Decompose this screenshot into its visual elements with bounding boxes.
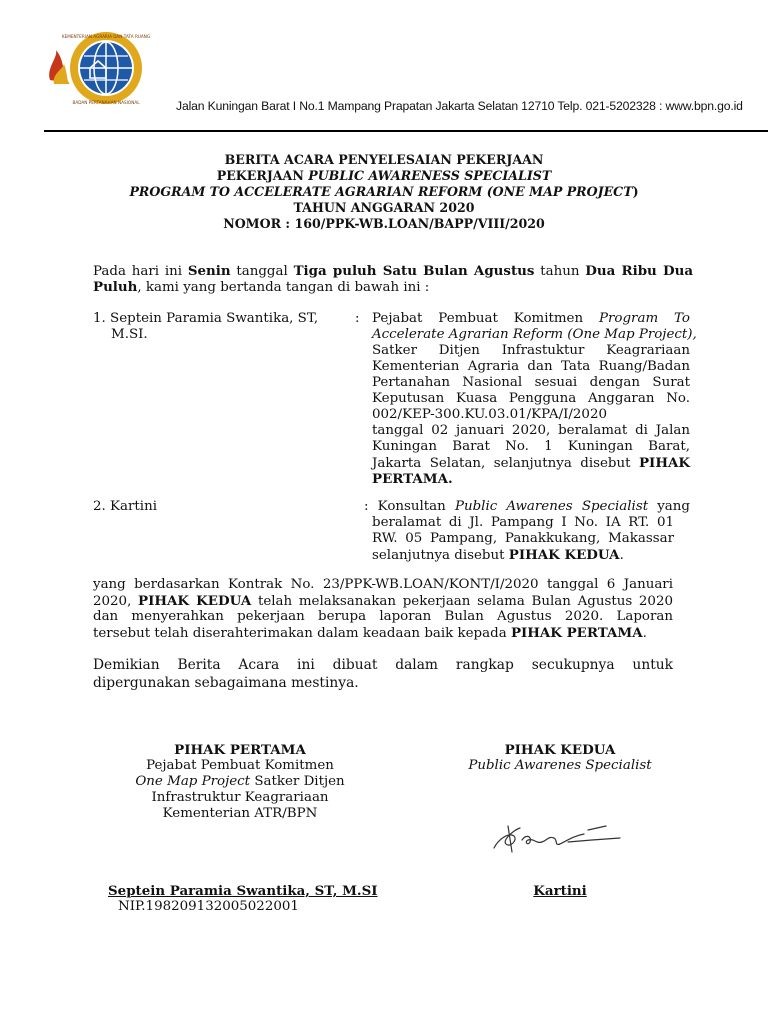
title-line-1: BERITA ACARA PENYELESAIAN PEKERJAAN [224, 152, 544, 167]
party1-desc-6: Keputusan Kuasa Pengguna Anggaran No. [372, 391, 690, 406]
body-line-2: 2020, PIHAK KEDUA telah melaksanakan pekerjaan selama Bulan Agustus 2020 [93, 593, 673, 609]
bpn-logo-icon [44, 28, 154, 108]
party1-desc-8: tanggal 02 januari 2020, beralamat di Jalan [372, 423, 690, 438]
party2-name: 2. Kartini [93, 499, 157, 514]
intro-line-2: Puluh, kami yang bertanda tangan di bawah ini : [93, 279, 430, 295]
party1-desc-3: Satker Ditjen Infrastuktur Keagrariaan [372, 343, 690, 358]
header-divider [44, 130, 768, 132]
party1-desc-1: Pejabat Pembuat Komitmen Program To [372, 311, 690, 326]
title-line-2: PEKERJAAN PUBLIC AWARENESS SPECIALIST [216, 168, 552, 183]
party1-name-line-2: M.SI. [111, 327, 148, 342]
document-title [0, 152, 768, 232]
party1-heading: PIHAK PERTAMA [174, 742, 306, 758]
party1-nip: NIP.198209132005022001 [118, 899, 299, 914]
title-line-3: PROGRAM TO ACCELERATE AGRARIAN REFORM (ONE MAP PROJECT) [129, 184, 639, 199]
party1-desc-7: 002/KEP-300.KU.03.01/KPA/I/2020 [372, 407, 607, 422]
party2-desc-2: beralamat di Jl. Pampang I No. IA RT. 01 [372, 515, 674, 530]
title-line-4: TAHUN ANGGARAN 2020 [293, 200, 475, 215]
office-address: Jalan Kuningan Barat I No.1 Mampang Prapatan Jakarta Selatan 12710 Telp. 021-5202328 : www.bpn.go.id [176, 99, 743, 113]
party1-desc-11: PERTAMA. [372, 471, 453, 487]
party2-heading: PIHAK KEDUA [504, 742, 616, 758]
title-line-5: NOMOR : 160/PPK-WB.LOAN/BAPP/VIII/2020 [223, 216, 545, 231]
svg-text:BADAN PERTANAHAN NASIONAL: BADAN PERTANAHAN NASIONAL [72, 100, 140, 105]
party1-desc-2: Accelerate Agrarian Reform (One Map Project), [372, 327, 697, 342]
svg-text:KEMENTERIAN AGRARIA DAN TATA R: KEMENTERIAN AGRARIA DAN TATA RUANG [61, 34, 151, 39]
closing-line-2: dipergunakan sebagaimana mestinya. [93, 675, 359, 691]
body-line-3: dan menyerahkan pekerjaan berupa laporan Bulan Agustus 2020. Laporan [93, 609, 673, 624]
party2-signature-icon [488, 818, 628, 860]
party1-signatory-name: Septein Paramia Swantika, ST, M.SI [108, 883, 378, 899]
party1-desc-4: Kementerian Agraria dan Tata Ruang/Badan [372, 359, 690, 374]
party2-desc-1: : Konsultan Public Awarenes Specialist yang [364, 499, 690, 514]
party1-colon: : [355, 311, 360, 326]
body-line-1: yang berdasarkan Kontrak No. 23/PPK-WB.LOAN/KONT/I/2020 tanggal 6 Januari [93, 577, 673, 592]
party2-desc-4: selanjutnya disebut PIHAK KEDUA. [372, 547, 624, 563]
party1-desc-5: Pertanahan Nasional sesuai dengan Surat [372, 375, 690, 390]
party2-role: Public Awarenes Specialist [468, 758, 652, 773]
party1-role-4: Kementerian ATR/BPN [162, 806, 318, 821]
signature-right-block [440, 742, 680, 774]
party1-name-line-1: 1. Septein Paramia Swantika, ST, [93, 311, 319, 326]
party1-role-3: Infrastruktur Keagrariaan [151, 790, 329, 805]
party1-desc-10: Jakarta Selatan, selanjutnya disebut PIHAK [372, 455, 690, 471]
party1-role-1: Pejabat Pembuat Komitmen [146, 758, 334, 773]
party2-desc-3: RW. 05 Pampang, Panakkukang, Makassar [372, 531, 674, 546]
signature-left-block [120, 742, 360, 822]
party2-signatory-name: Kartini [533, 883, 587, 899]
party1-desc-9: Kuningan Barat No. 1 Kuningan Barat, [372, 439, 690, 454]
body-line-4: tersebut telah diserahterimakan dalam keadaan baik kepada PIHAK PERTAMA. [93, 625, 647, 641]
closing-line-1: Demikian Berita Acara ini dibuat dalam rangkap secukupnya untuk [93, 657, 673, 673]
party1-role-2: One Map Project Satker Ditjen [135, 774, 345, 789]
intro-line-1: Pada hari ini Senin tanggal Tiga puluh Satu Bulan Agustus tahun Dua Ribu Dua [93, 263, 694, 279]
